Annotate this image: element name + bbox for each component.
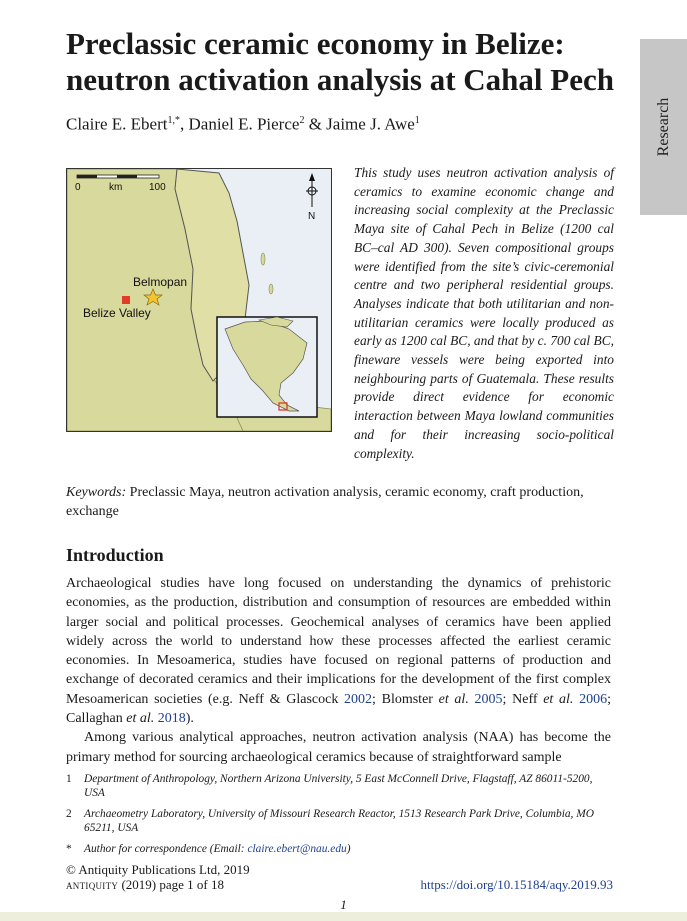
body-paragraph: [66, 574, 611, 728]
introduction-body: [66, 574, 611, 767]
footnote-text: Author for correspondence (Email:: [84, 843, 248, 855]
section-tab-label: Research: [654, 97, 672, 157]
caye-shape: [269, 284, 273, 294]
author-name: Daniel E. Pierce: [188, 114, 300, 134]
paragraph-text: ; Blomster: [372, 691, 439, 707]
footnote-text: ): [346, 843, 351, 855]
footnotes: [66, 772, 611, 863]
scale-end-label: 100: [149, 182, 166, 193]
etal-text: et al.: [543, 691, 574, 707]
doi-link[interactable]: https://doi.org/10.15184/aqy.2019.93: [420, 877, 613, 892]
volume-page: (2019) page 1 of 18: [121, 877, 224, 892]
correspondence-note: [66, 842, 611, 856]
journal-line: [66, 877, 250, 892]
paragraph-text: ).: [185, 711, 194, 727]
caye-shape: [261, 253, 265, 265]
paragraph-text: Archaeological studies have long focused on understanding the dynamics of prehistoric economies, as the production, distribution and consumption of resources are embedded within larger social and political processes. Geochemical analyses of ceramics have been applied widely across the world to understand how these processes affected the earliest ceramic economies. In Mesoamerica, studies have focused on regional patterns of production and exchange of decorated ceramics and their implications for the development of the first complex Mesoamerican societies (e.g. Neff & Glascock: [66, 576, 611, 707]
author-affiliation-mark: 1: [414, 115, 420, 126]
capital-label: Belmopan: [133, 275, 188, 289]
footnote-mark: *: [66, 843, 72, 855]
citation-link[interactable]: 2002: [344, 691, 373, 707]
valley-label: Belize Valley: [83, 306, 151, 320]
author-affiliation-mark: 2: [299, 115, 305, 126]
author-list: [66, 111, 420, 135]
footnote-text: Archaeometry Laboratory, University of Missouri Research Reactor, 1513 Research Park Drive, Columbia, MO 65211, USA: [84, 808, 594, 834]
section-heading: Introduction: [66, 545, 164, 565]
scale-bar-segment: [117, 175, 137, 178]
author-affiliation-mark: 1,*: [167, 115, 180, 126]
abstract: This study uses neutron activation analysis of ceramics to examine economic change and increasing social complexity at the Preclassic Maya site of Cahal Pech in Belize (1200 cal BC–cal AD 300). Seven compositional groups were identified from the site’s civic-ceremonial centre and two peripheral residential groups. Analyses indicate that both utilitarian and non-utilitarian ceramics were locally produced as early as 1200 cal BC, and that by c. 700 cal BC, fineware vessels were being exported into neighbouring parts of Guatemala. These results provide direct evidence for economic interaction between Maya lowland communities and for their increasing socio-political complexity.: [354, 165, 614, 461]
etal-text: et al.: [126, 711, 155, 727]
author-separator: &: [304, 114, 327, 134]
title-line-2: neutron activation analysis at Cahal Pech: [66, 62, 614, 97]
citation-link[interactable]: 2006: [579, 691, 608, 707]
citation-link[interactable]: 2005: [474, 691, 503, 707]
keywords: [66, 483, 616, 521]
etal-text: et al.: [438, 691, 469, 707]
copyright-line: © Antiquity Publications Ltd, 2019: [66, 862, 250, 877]
email-link[interactable]: claire.ebert@nau.edu: [247, 843, 347, 855]
section-tab: [640, 39, 687, 215]
article-title: [66, 26, 626, 98]
bottom-strip: [0, 912, 687, 921]
north-label: N: [308, 211, 316, 222]
location-map: [67, 169, 331, 431]
publication-meta: [66, 862, 250, 892]
footnote-text: Department of Anthropology, Northern Arizona University, 5 East McConnell Drive, Flagstaff, AZ 86011-5200, USA: [84, 773, 593, 799]
page-number: 1: [340, 897, 347, 912]
body-paragraph: Among various analytical approaches, neutron activation analysis (NAA) has become the primary method for sourcing archaeological ceramics because of straightforward sample: [66, 730, 611, 765]
citation-link[interactable]: 2018: [157, 711, 186, 727]
footnote: [66, 772, 611, 800]
scale-start-label: 0: [75, 182, 81, 193]
location-map-figure: [66, 168, 332, 432]
author-name: Jaime J. Awe: [326, 114, 415, 134]
footnote-mark: 1: [66, 773, 72, 785]
author-name: Claire E. Ebert: [66, 114, 168, 134]
scale-unit-label: km: [109, 182, 123, 193]
site-marker-icon: [122, 296, 130, 304]
paragraph-text: ; Neff: [502, 691, 544, 707]
footnote-mark: 2: [66, 808, 72, 820]
keywords-label: Keywords:: [66, 485, 127, 500]
journal-name: antiquity: [66, 877, 119, 892]
keywords-text: Preclassic Maya, neutron activation analysis, ceramic economy, craft production, exchange: [66, 485, 584, 519]
scale-bar-segment: [77, 175, 97, 178]
author-separator: ,: [180, 114, 189, 134]
paragraph-text: ; Callaghan: [66, 691, 611, 727]
title-line-1: Preclassic ceramic economy in Belize:: [66, 26, 565, 61]
footnote: [66, 807, 611, 835]
inset-map: [217, 317, 317, 417]
